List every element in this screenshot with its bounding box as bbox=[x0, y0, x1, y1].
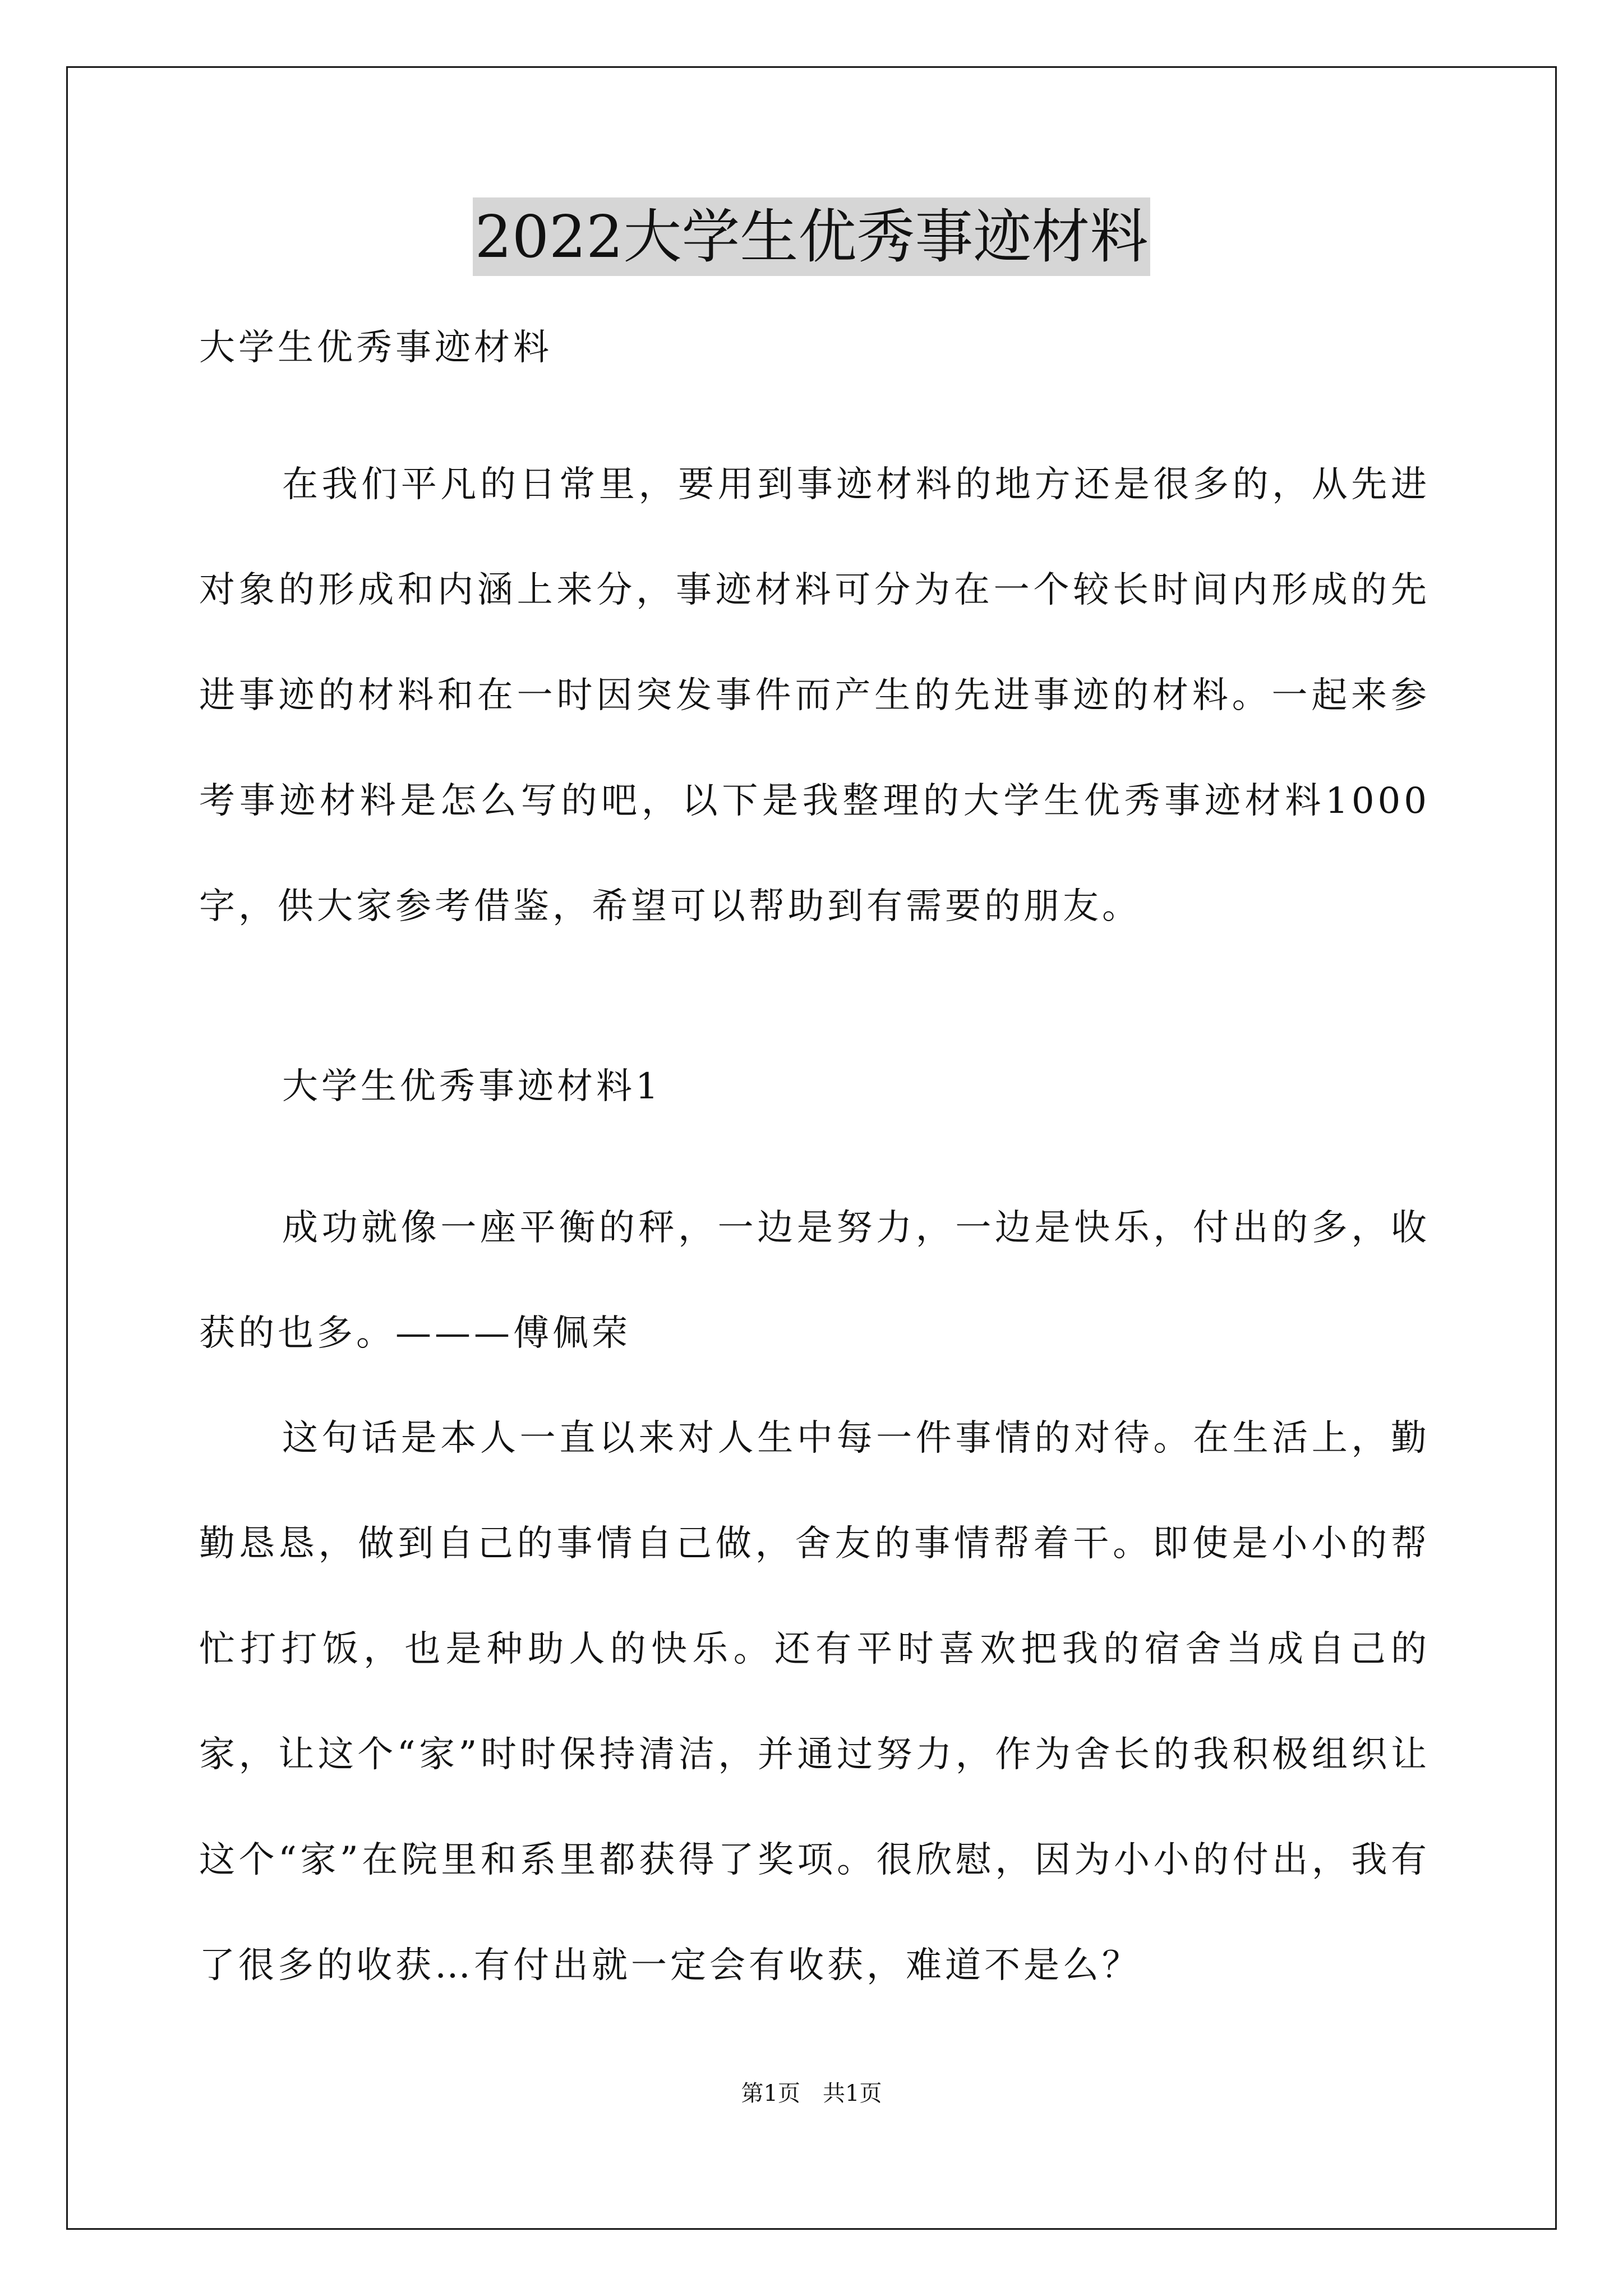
page-footer: 第1页 共1页 bbox=[741, 2081, 882, 2106]
quote-paragraph: 成功就像一座平衡的秤，一边是努力，一边是快乐，付出的多，收获的也多。———傅佩荣 bbox=[199, 1207, 1430, 1354]
document-subtitle: 大学生优秀事迹材料 bbox=[199, 327, 552, 369]
title-container bbox=[0, 197, 1623, 276]
section-heading: 大学生优秀事迹材料1 bbox=[282, 1066, 662, 1107]
intro-paragraph: 在我们平凡的日常里，要用到事迹材料的地方还是很多的，从先进对象的形成和内涵上来分，事迹材料可分为在一个较长时间内形成的先进事迹的材料和在一时因突发事件而产生的先进事迹的材料。一起来参考事迹材料是怎么写的吧，以下是我整理的大学生优秀事迹材料1000字，供大家参考借鉴，希望可以帮助到有需要的朋友。 bbox=[199, 464, 1430, 927]
document-title: 2022大学生优秀事迹材料 bbox=[473, 197, 1151, 276]
body-paragraph: 这句话是本人一直以来对人生中每一件事情的对待。在生活上，勤勤恳恳，做到自己的事情自己做，舍友的事情帮着干。即使是小小的帮忙打打饭，也是种助人的快乐。还有平时喜欢把我的宿舍当成自己的家，让这个“家”时时保持清洁，并通过努力，作为舍长的我积极组织让这个“家”在院里和系里都获得了奖项。很欣慰，因为小小的付出，我有了很多的收获…有付出就一定会有收获，难道不是么？ bbox=[199, 1418, 1430, 1986]
